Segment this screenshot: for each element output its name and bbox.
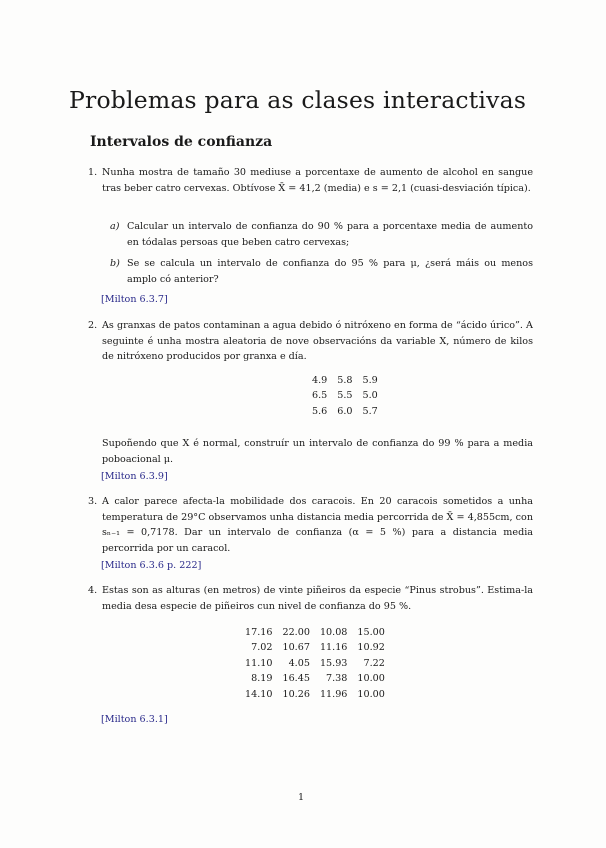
nitrogen-data-table [307,373,383,419]
problem-4-reference: [Milton 6.3.1] [101,714,168,725]
table-cell: 5.9 [362,375,378,386]
problem-1-reference: [Milton 6.3.7] [101,294,168,305]
problem-3-reference: [Milton 6.3.6 p. 222] [101,560,202,571]
problem-1a-label: a) [110,221,120,232]
problem-2-reference: [Milton 6.3.9] [101,471,168,482]
problem-1b-label: b) [110,258,120,269]
pine-height-table [240,625,390,702]
table-cell: 5.7 [362,405,378,417]
table-cell: 5.6 [312,405,328,417]
problem-2-text: As granxas de patos contaminan a agua debido ó nitróxeno en forma de “ácido úrico”. A seguinte é unha mostra aleatoria de nove observacións da variable X, número de kilos de nitróxeno producidos por granxa e día. [102,320,533,362]
table-cell: 10.26 [282,688,310,700]
page-number: 1 [298,792,305,803]
problem-1b-text: Se se calcula un intervalo de confianza do 95 % para μ, ¿será máis ou menos amplo có anterior? [127,258,533,285]
table-cell: 16.45 [282,673,310,685]
table-row [240,625,390,640]
table-cell: 5.5 [337,390,353,402]
table-cell: 15.93 [319,657,348,669]
problem-2-text-continued: Supoñendo que X é normal, construír un intervalo de confianza do 99 % para a media poboacional μ. [102,438,533,465]
section-heading: Intervalos de confianza [90,134,273,150]
table-cell: 4.9 [312,375,328,386]
table-cell: 6.5 [312,390,328,402]
problem-1a-text: Calcular un intervalo de confianza do 90 % para a porcentaxe media de aumento en tódalas persoas que beben catro cervexas; [127,221,533,248]
table-cell: 7.22 [363,657,385,669]
problem-4-text: Estas son as alturas (en metros) de vinte piñeiros da especie “Pinus strobus”. Estima-la media desa especie de piñeiros cun nivel de confianza do 95 %. [102,585,533,612]
table-cell: 10.67 [282,642,310,654]
problem-3-number: 3. [88,496,98,507]
table-cell: 10.00 [357,673,385,685]
table-cell: 8.19 [251,673,273,685]
table-cell: 4.05 [288,657,310,669]
table-cell: 17.16 [245,627,273,638]
table-row [240,687,390,702]
table-cell: 7.02 [251,642,273,654]
table-cell: 14.10 [245,688,273,700]
table-cell: 10.92 [357,642,385,654]
table-row [307,404,383,419]
table-cell: 5.8 [337,375,353,386]
table-cell: 6.0 [337,405,353,417]
table-cell: 11.10 [245,657,273,669]
problem-1-text: Nunha mostra de tamaño 30 mediuse a porcentaxe de aumento de alcohol en sangue tras beber catro cervexas. Obtívose X̄ = 41,2 (media) e s = 2,1 (cuasi-desviación típica). [102,167,533,194]
page-title: Problemas para as clases interactivas [69,86,527,114]
table-cell: 10.00 [357,688,385,700]
table-cell: 10.08 [319,627,348,638]
table-cell: 15.00 [357,627,385,638]
table-cell: 11.16 [319,642,348,654]
table-row [307,388,383,403]
problem-3-text: A calor parece afecta-la mobilidade dos caracois. En 20 caracois sometidos a unha temperatura de 29°C observamos unha distancia media percorrida de X̄ = 4,855cm, con sₙ₋₁ = 0,7178. Dar un intervalo de confianza (α = 5 %) para a distancia media percorrida por un caracol. [102,496,533,554]
table-cell: 7.38 [326,673,348,685]
problem-2-number: 2. [88,320,98,331]
table-cell: 11.96 [319,688,348,700]
table-row [240,656,390,671]
table-row [240,640,390,655]
table-row [240,671,390,686]
table-row [307,373,383,388]
table-cell: 22.00 [282,627,310,638]
table-cell: 5.0 [362,390,378,402]
problem-4-number: 4. [88,585,98,596]
problem-1-number: 1. [88,167,98,178]
